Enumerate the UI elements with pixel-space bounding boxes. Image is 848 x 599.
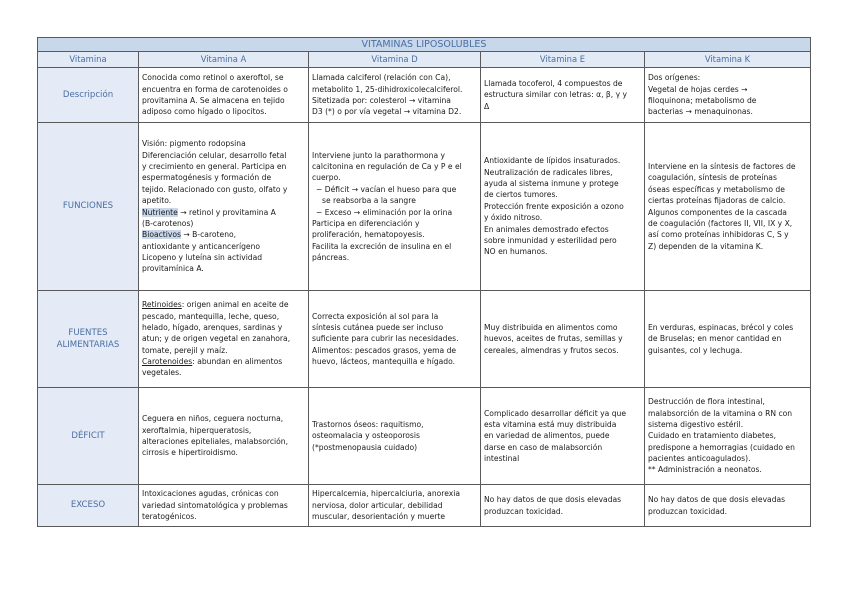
- text-line: Interviene junto la parathormona y: [312, 150, 446, 160]
- bioactivos-highlight: Bioactivos: [142, 230, 181, 240]
- text-line: bacterias → menaquinonas.: [648, 107, 753, 117]
- text-line: Ceguera en niños, ceguera nocturna,: [142, 414, 284, 424]
- text-line: huevo, lácteos, mantequilla e hígado.: [312, 357, 456, 367]
- text-line: apetito.: [142, 196, 172, 206]
- cell-descripcion-a: [139, 68, 309, 123]
- text-line: darse en caso de malabsorción: [484, 442, 603, 452]
- cell-funciones-a: [139, 123, 309, 291]
- cell-deficit-a: [139, 388, 309, 485]
- text-line: En animales demostrado efectos: [484, 224, 609, 234]
- text-line: variedad sintomatológica y problemas: [142, 500, 288, 510]
- text-line: Δ: [484, 101, 490, 111]
- cell-fuentes-d: [309, 291, 481, 388]
- text-line: ciertas proteínas fijadoras de calcio.: [648, 196, 786, 206]
- cell-fuentes-e: [481, 291, 645, 388]
- text-line: Algunos componentes de la cascada: [648, 207, 787, 217]
- text-line: huevos, aceites de frutas, semillas y: [484, 334, 623, 344]
- text-line: cirrosis e hipertiroidismo.: [142, 448, 238, 458]
- nutriente-highlight: Nutriente: [142, 207, 178, 217]
- cell-funciones-d: [309, 123, 481, 291]
- label-line: FUENTES: [68, 327, 108, 338]
- text-line: Conocida como retinol o axeroftol, se: [142, 73, 284, 83]
- table-title: VITAMINAS LIPOSOLUBLES: [38, 38, 811, 52]
- text-line: helado, hígado, arenques, sardinas y: [142, 322, 283, 332]
- text-line: de ciertos tumores.: [484, 190, 558, 200]
- text-line: produzcan toxicidad.: [648, 506, 728, 516]
- text-line: Facilita la excreción de insulina en el: [312, 241, 452, 251]
- text-line: No hay datos de que dosis elevadas: [648, 495, 786, 505]
- row-label-fuentes: [38, 291, 139, 388]
- text-line: estructura similar con letras: α, β, γ y: [484, 90, 627, 100]
- text-line: guisantes, col y lechuga.: [648, 345, 743, 355]
- text-line: adiposo como hígado o lipocitos.: [142, 107, 267, 117]
- cell-fuentes-k: [645, 291, 811, 388]
- row-label-descripcion: Descripción: [38, 68, 139, 123]
- header-vitamina-a: Vitamina A: [139, 52, 309, 68]
- text-span: → B-caroteno,: [180, 230, 237, 240]
- text-line: en variedad de alimentos, puede: [484, 431, 610, 441]
- text-line: suficiente para cubrir las necesidades.: [312, 334, 459, 344]
- carotenoides-term: Carotenoides: [142, 357, 193, 367]
- text-span: : origen animal en aceite de: [181, 300, 289, 310]
- text-line: atun; y de origen vegetal en zanahora,: [142, 334, 291, 344]
- row-fuentes: [38, 291, 811, 388]
- text-line: Antioxidante de lípidos insaturados.: [484, 156, 621, 166]
- text-line: óseas específicas y metabolismo de: [648, 184, 785, 194]
- header-vitamina-k: Vitamina K: [645, 52, 811, 68]
- text-line: [142, 229, 305, 240]
- text-line: calcitonina en regulación de Ca y P e el: [312, 161, 462, 171]
- text-line: sistema digestivo estéril.: [648, 419, 744, 429]
- text-line: muscular, desorientación y muerte: [312, 512, 446, 522]
- text-line: provitamínica A.: [142, 264, 204, 274]
- text-line: Interviene en la síntesis de factores de: [648, 161, 796, 171]
- text-line: tejido. Relacionado con gusto, olfato y: [142, 184, 288, 194]
- text-line: [142, 356, 305, 367]
- text-line: ** Administración a neonatos.: [648, 465, 762, 475]
- text-line: Cuidado en tratamiento diabetes,: [648, 431, 776, 441]
- text-line: encuentra en forma de carotenoides o: [142, 84, 288, 94]
- text-line: ayuda al sistema inmune y protege: [484, 179, 619, 189]
- row-label-exceso: EXCESO: [38, 485, 139, 527]
- row-label-funciones: FUNCIONES: [38, 123, 139, 291]
- text-line: Muy distribuida en alimentos como: [484, 322, 618, 332]
- label-line: ALIMENTARIAS: [56, 340, 120, 350]
- text-line: malabsorción de la vitamina o RN con: [648, 408, 793, 418]
- row-deficit: [38, 388, 811, 485]
- cell-deficit-k: [645, 388, 811, 485]
- text-line: espermatogénesis y formación de: [142, 173, 272, 183]
- cell-funciones-k: [645, 123, 811, 291]
- text-line: [142, 207, 305, 218]
- text-span: → retinol y provitamina A: [177, 207, 276, 217]
- cell-exceso-a: [139, 485, 309, 527]
- text-line: produzcan toxicidad.: [484, 506, 564, 516]
- text-line: (B-carotenos): [142, 218, 194, 228]
- text-line: sobre inmunidad y esterilidad pero: [484, 235, 617, 245]
- text-line: y óxido nitroso.: [484, 213, 543, 223]
- text-line: y crecimiento en general. Participa en: [142, 161, 287, 171]
- cell-descripcion-k: [645, 68, 811, 123]
- text-line: Llamada calciferol (relación con Ca),: [312, 73, 451, 83]
- cell-deficit-d: [309, 388, 481, 485]
- cell-descripcion-d: [309, 68, 481, 123]
- row-label-deficit: DÉFICIT: [38, 388, 139, 485]
- cell-exceso-e: [481, 485, 645, 527]
- text-line: [142, 299, 305, 310]
- text-line: Vegetal de hojas cerdes →: [648, 84, 748, 94]
- text-line: D3 (*) o por vía vegetal → vitamina D2.: [312, 107, 462, 117]
- cell-exceso-k: [645, 485, 811, 527]
- text-line: Hipercalcemia, hipercalciuria, anorexia: [312, 489, 461, 499]
- text-line: de coagulación (factores II, VII, IX y X,: [648, 218, 793, 228]
- text-line: Llamada tocoferol, 4 compuestos de: [484, 78, 623, 88]
- text-line: Visión: pigmento rodopsina: [142, 139, 246, 149]
- text-line: proliferación, hematopoyesis.: [312, 230, 425, 240]
- text-line: coagulación, síntesis de proteínas: [648, 173, 777, 183]
- text-line: metabolito 1, 25-dihidroxicolecalciferol.: [312, 84, 463, 94]
- text-line: antioxidante y anticancerígeno: [142, 241, 261, 251]
- text-line: teratogénicos.: [142, 512, 197, 522]
- text-line: Z) dependen de la vitamina K.: [648, 241, 764, 251]
- row-exceso: [38, 485, 811, 527]
- text-line: NO en humanos.: [484, 247, 548, 257]
- text-line: cereales, almendras y frutos secos.: [484, 345, 619, 355]
- text-line: se reabsorba a la sangre: [322, 196, 416, 206]
- text-line: (*postmenopausia cuidado): [312, 442, 418, 452]
- text-line: nerviosa, dolor articular, debilidad: [312, 500, 443, 510]
- text-line: Participa en diferenciación y: [312, 218, 420, 228]
- header-vitamina-e: Vitamina E: [481, 52, 645, 68]
- cell-exceso-d: [309, 485, 481, 527]
- text-line: vegetales.: [142, 368, 182, 378]
- text-line: Diferenciación celular, desarrollo fetal: [142, 150, 287, 160]
- header-vitamina: Vitamina: [38, 52, 139, 68]
- text-line: No hay datos de que dosis elevadas: [484, 495, 622, 505]
- text-line: Dos orígenes:: [648, 73, 701, 83]
- text-line: tomate, perejil y maíz.: [142, 345, 228, 355]
- text-line: de Bruselas; en menor cantidad en: [648, 334, 782, 344]
- retinoides-term: Retinoides: [142, 300, 182, 310]
- text-line: filoquinona; metabolismo de: [648, 96, 757, 105]
- text-line: Complicado desarrollar déficit ya que: [484, 408, 627, 418]
- cell-descripcion-e: [481, 68, 645, 123]
- text-line: predispone a hemorragias (cuidado en: [648, 442, 795, 452]
- text-line: − Déficit → vacían el hueso para que: [316, 184, 457, 194]
- cell-fuentes-a: [139, 291, 309, 388]
- text-line: esta vitamina está muy distribuida: [484, 419, 617, 429]
- cell-funciones-e: [481, 123, 645, 291]
- text-line: osteomalacia y osteoporosis: [312, 431, 420, 441]
- text-span: : abundan en alimentos: [192, 357, 283, 367]
- text-line: Alimentos: pescados grasos, yema de: [312, 345, 457, 355]
- text-line: Correcta exposición al sol para la: [312, 311, 439, 321]
- cell-deficit-e: [481, 388, 645, 485]
- text-line: intestinal: [484, 454, 520, 464]
- text-line: xeroftalmia, hiperqueratosis,: [142, 425, 252, 435]
- text-line: Neutralización de radicales libres,: [484, 167, 613, 177]
- text-line: Trastornos óseos: raquitismo,: [312, 419, 424, 429]
- text-line: síntesis cutánea puede ser incluso: [312, 322, 444, 332]
- row-descripcion: [38, 68, 811, 123]
- text-line: Intoxicaciones agudas, crónicas con: [142, 489, 279, 499]
- row-funciones: [38, 123, 811, 291]
- text-line: alteraciones epiteliales, malabsorción,: [142, 437, 289, 446]
- text-line: así como proteínas inhibidoras C, S y: [648, 230, 789, 240]
- text-line: Licopeno y luteína sin actividad: [142, 253, 263, 263]
- text-line: Protección frente exposición a ozono: [484, 201, 624, 211]
- header-vitamina-d: Vitamina D: [309, 52, 481, 68]
- vitamins-table: [37, 37, 811, 527]
- text-line: páncreas.: [312, 253, 350, 263]
- text-line: − Exceso → eliminación por la orina: [316, 207, 453, 217]
- text-line: Sitetizada por: colesterol → vitamina: [312, 96, 451, 105]
- text-line: Destrucción de flora intestinal,: [648, 397, 765, 407]
- text-line: pescado, mantequilla, leche, queso,: [142, 311, 280, 321]
- text-line: cuerpo.: [312, 173, 341, 183]
- text-line: pacientes anticoagulados).: [648, 454, 751, 464]
- text-line: provitamina A. Se almacena en tejido: [142, 96, 285, 105]
- text-line: En verduras, espinacas, brécol y coles: [648, 322, 794, 332]
